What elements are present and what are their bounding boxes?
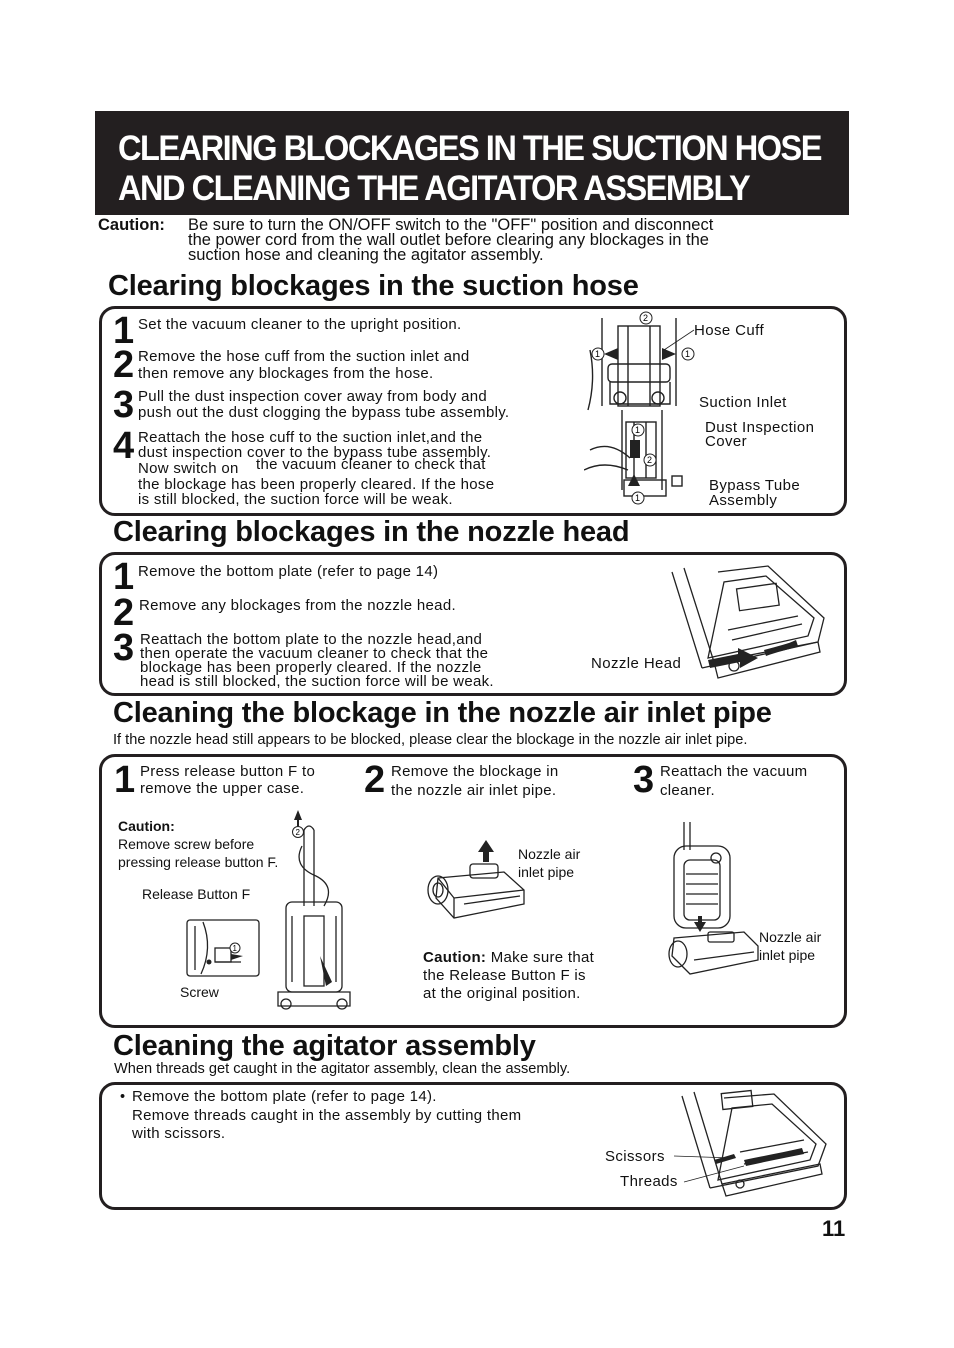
- step-text: Set the vacuum cleaner to the upright position.: [138, 316, 462, 333]
- hose-cuff-illustration: [584, 310, 696, 506]
- step-number: 1: [113, 556, 135, 598]
- step-text: Remove any blockages from the nozzle head.: [139, 597, 456, 614]
- step-text: remove the upper case.: [140, 780, 305, 797]
- step-text: Pull the dust inspection cover away from body and: [138, 388, 488, 405]
- label-nozzle-air-inlet: inlet pipe: [518, 864, 575, 880]
- step-text: the vacuum cleaner to check that: [256, 456, 486, 473]
- label-nozzle-air-inlet: inlet pipe: [759, 947, 816, 963]
- label-dust-cover: Dust Inspection: [705, 419, 815, 436]
- step-text: then operate the vacuum cleaner to check that the: [140, 645, 489, 662]
- step-text: dust inspection cover to the bypass tube assembly.: [138, 444, 492, 461]
- step-number: 2: [113, 592, 135, 634]
- page-number: 11: [822, 1216, 846, 1241]
- label-dust-cover: Cover: [705, 433, 748, 450]
- marker-1: 1: [635, 425, 641, 435]
- heading-nozzle-inlet-pipe: Cleaning the blockage in the nozzle air inlet pipe: [113, 697, 772, 729]
- agitator-text: Remove the bottom plate (refer to page 14).: [132, 1088, 437, 1105]
- marker-1: 1: [635, 493, 641, 503]
- label-nozzle-air-inlet: Nozzle air: [518, 846, 581, 862]
- caution-label: Caution:: [118, 818, 175, 834]
- marker-1: 1: [595, 349, 601, 359]
- caution-text: at the original position.: [423, 985, 581, 1002]
- caution-label: Caution: Make sure that: [423, 949, 595, 966]
- label-scissors: Scissors: [605, 1148, 665, 1165]
- caution-text: the Release Button F is: [423, 967, 586, 984]
- step-text: Press release button F to: [140, 763, 316, 780]
- step-text: Remove the hose cuff from the suction inlet and: [138, 348, 470, 365]
- step-text: the blockage has been properly cleared. If the hose: [138, 476, 495, 493]
- caution-text: Remove screw before: [118, 836, 255, 852]
- caution-line-3: suction hose and cleaning the agitator assembly.: [188, 246, 544, 264]
- label-screw: Screw: [180, 984, 219, 1000]
- heading-suction-hose: Clearing blockages in the suction hose: [108, 270, 639, 302]
- agitator-illustration: [674, 1088, 830, 1204]
- step-text: Remove the blockage in: [391, 763, 559, 780]
- step-number: 3: [113, 384, 135, 426]
- step-text: the nozzle air inlet pipe.: [391, 782, 557, 799]
- agitator-text: with scissors.: [132, 1125, 226, 1142]
- step-number: 4: [113, 425, 135, 467]
- inlet-pipe-intro: If the nozzle head still appears to be blocked, please clear the blockage in the nozzle air inlet pipe.: [113, 732, 748, 748]
- label-bypass-tube: Assembly: [709, 492, 778, 509]
- step-text: push out the dust clogging the bypass tube assembly.: [138, 404, 510, 421]
- marker-2: 2: [643, 313, 649, 323]
- step-text: head is still blocked, the suction force will be weak.: [140, 673, 494, 690]
- marker-2: 2: [647, 455, 653, 465]
- heading-agitator: Cleaning the agitator assembly: [113, 1030, 536, 1062]
- page-title-line-2: AND CLEANING THE AGITATOR ASSEMBLY: [118, 169, 750, 208]
- bullet: •: [120, 1089, 126, 1105]
- label-release-button: Release Button F: [142, 886, 251, 902]
- step-number: 1: [113, 310, 135, 352]
- caution-line-1: Be sure to turn the ON/OFF switch to the "OFF" position and disconnect: [188, 216, 714, 234]
- step-text: Reattach the hose cuff to the suction inlet,and the: [138, 429, 483, 446]
- caution-line-2: the power cord from the wall outlet before clearing any blockages in the: [188, 231, 709, 249]
- agitator-intro: When threads get caught in the agitator assembly, clean the assembly.: [114, 1061, 571, 1077]
- label-hose-cuff: Hose Cuff: [694, 322, 765, 339]
- step-text: blockage has been properly cleared. If the nozzle: [140, 659, 482, 676]
- heading-nozzle-head: Clearing blockages in the nozzle head: [113, 516, 630, 548]
- step-text: then remove any blockages from the hose.: [138, 365, 434, 382]
- label-suction-inlet: Suction Inlet: [699, 394, 787, 411]
- nozzle-inlet-illustration: [424, 838, 528, 922]
- label-bypass-tube: Bypass Tube: [709, 477, 801, 494]
- upright-cleaner-illustration: [276, 806, 356, 1012]
- caution-text: pressing release button F.: [118, 854, 279, 870]
- nozzle-head-illustration: [668, 558, 830, 692]
- release-button-illustration: [185, 918, 261, 978]
- step-text: Now switch on: [138, 460, 239, 477]
- step-number: 2: [113, 344, 135, 386]
- svg-text:2: 2: [295, 828, 300, 837]
- label-nozzle-air-inlet: Nozzle air: [759, 929, 822, 945]
- label-threads: Threads: [620, 1173, 678, 1190]
- step-text: cleaner.: [660, 782, 715, 799]
- step-text: Reattach the bottom plate to the nozzle head,and: [140, 631, 483, 648]
- reattach-cleaner-illustration: [664, 820, 764, 1004]
- caution-label: Caution:: [98, 216, 165, 234]
- step-text: Reattach the vacuum: [660, 763, 808, 780]
- title-banner: [95, 111, 849, 215]
- step-number: 1: [114, 759, 136, 801]
- step-number: 3: [633, 759, 655, 801]
- step-text: Remove the bottom plate (refer to page 14): [138, 563, 439, 580]
- svg-text:1: 1: [232, 944, 237, 953]
- screw-icon: [207, 960, 212, 965]
- step-number: 2: [364, 759, 386, 801]
- step-number: 3: [113, 627, 135, 669]
- marker-1: 1: [685, 349, 691, 359]
- label-nozzle-head: Nozzle Head: [591, 655, 682, 672]
- page-title-line-1: CLEARING BLOCKAGES IN THE SUCTION HOSE: [118, 129, 822, 168]
- step-text: is still blocked, the suction force will be weak.: [138, 491, 453, 508]
- agitator-text: Remove threads caught in the assembly by cutting them: [132, 1107, 522, 1124]
